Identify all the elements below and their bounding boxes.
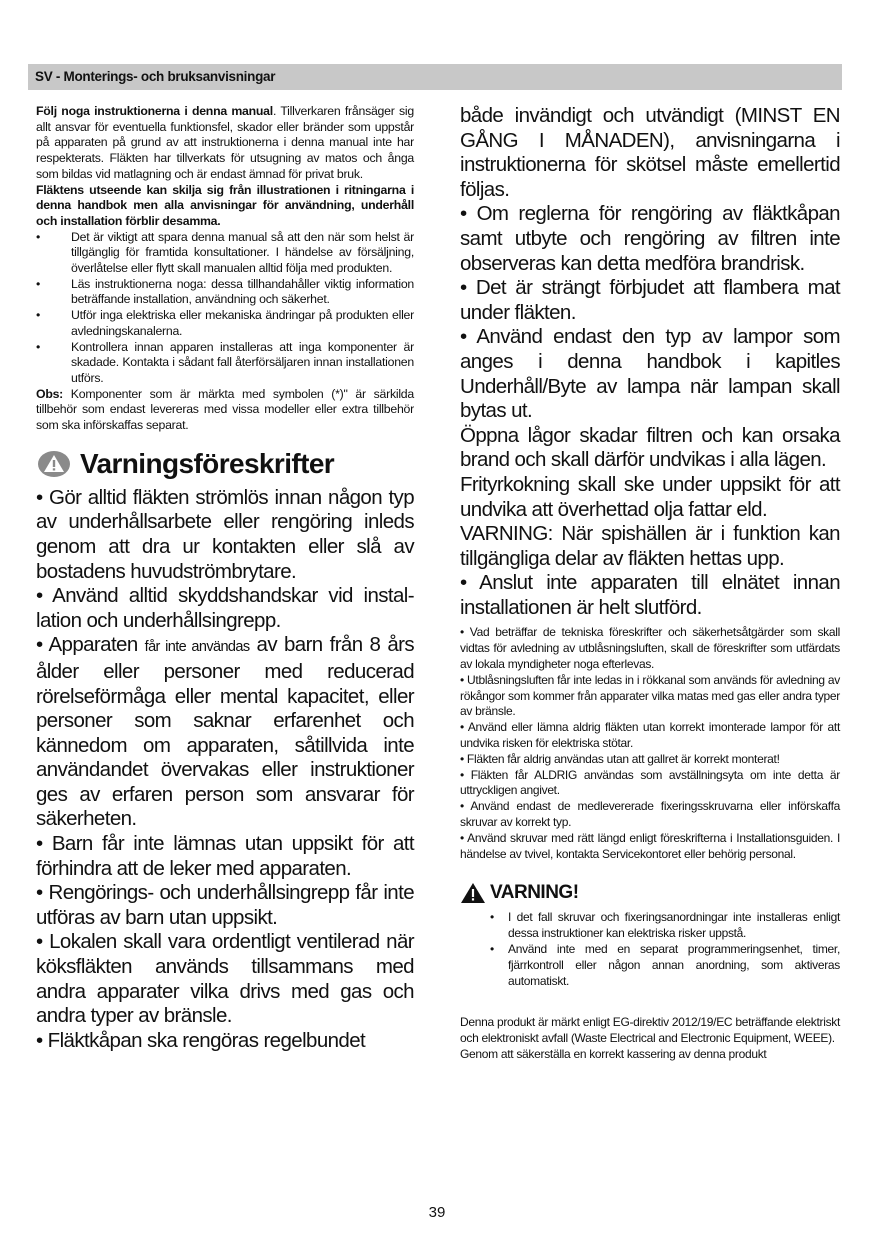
warning-paragraph: VARNING: När spishällen är i funktion kan tillgängliga delar av fläkten hettas upp. bbox=[460, 522, 840, 570]
section-header-title: SV - Monterings- och bruksanvisningar bbox=[35, 69, 276, 84]
obs-label: Obs: bbox=[36, 386, 64, 401]
warning-paragraph: • Apparaten får inte användas av barn från 8 års ålder eller personer med reducerad rörelseförmåga eller mental kapacitet, eller personer som saknar erfarenhet och kännedom om apparaten, såtillvida inte användandet övervakas eller instruktioner ges av erfaren person som ansvarar för säkerheten. bbox=[36, 633, 415, 831]
weee-paragraph: Denna produkt är märkt enligt EG-direktiv 2012/19/EC beträffande elektriskt och elektroniskt avfall (Waste Electrical and Electronic Equipment, WEEE). bbox=[460, 1015, 840, 1046]
page-number: 39 bbox=[428, 1204, 446, 1221]
varning-bullet-list bbox=[460, 910, 840, 989]
left-column bbox=[36, 104, 414, 1053]
warning-paragraph: Öppna lågor skadar filtren och kan orsaka brand och skall därför undvikas i alla lägen. bbox=[460, 423, 840, 472]
regulation-paragraph: • Fläkten får aldrig användas utan att gallret är korrekt monterat! bbox=[460, 751, 780, 766]
varning-heading bbox=[460, 880, 840, 906]
right-column bbox=[460, 104, 840, 1063]
regulation-paragraph: • Utblåsningsluften får inte ledas in i rökkanal som används för avledning av rökångor som kommer från apparater vilka matas med gas eller andra typer av bränsle. bbox=[460, 672, 840, 719]
warning-paragraph: • Anslut inte apparaten till elnätet innan installationen är helt slutförd. bbox=[460, 571, 840, 619]
regulation-paragraph: • Använd eller lämna aldrig fläkten utan korrekt imonterade lampor för att undvika risken för elektriska stötar. bbox=[460, 720, 840, 751]
intro-bold: Följ noga instruktionerna i denna manual bbox=[36, 104, 273, 118]
weee-paragraph: Genom att säkerställa en korrekt kassering av denna produkt bbox=[460, 1047, 767, 1061]
warning-paragraph: • Barn får inte lämnas utan uppsikt för att förhindra att de leker med apparaten. bbox=[36, 832, 414, 880]
warnings-title: Varningsföreskrifter bbox=[80, 447, 335, 479]
list-item: • Utför inga elektriska eller mekaniska ändringar på produkten eller avledningskanalerna. bbox=[36, 308, 414, 338]
intro-bullet-list bbox=[36, 230, 414, 387]
warnings-heading bbox=[36, 446, 414, 484]
varning-title: VARNING! bbox=[490, 882, 579, 904]
regulation-paragraph: • Använd endast de medlevererade fixeringsskruvarna eller införskaffa skruvar av korrekt typ. bbox=[460, 799, 840, 830]
warning-paragraph: • Lokalen skall vara ordentligt ventilerad när köksfläkten används tillsammans med andra apparater vilka drivs med gas och andra typer av bränsle. bbox=[36, 930, 414, 1028]
warning-paragraph: Frityrkokning skall ske under uppsikt för att undvika att överhettad olja fattar eld. bbox=[460, 472, 840, 521]
warning-triangle-icon bbox=[460, 882, 486, 909]
list-item: • I det fall skruvar och fixeringsanordningar inte installeras enligt dessa instruktioner kan elektriska risker uppstå. bbox=[490, 910, 840, 941]
warning-paragraph: • Rengörings- och underhållsingrepp får inte utföras av barn utan uppsikt. bbox=[36, 881, 414, 929]
obs-note: Obs: Komponenter som är märkta med symbolen (*)" är särkilda tillbehör som endast levereras med vissa modeller eller extra tillbehör som ska införskaffas separat. bbox=[36, 386, 414, 433]
list-item: • Läs instruktionerna noga: dessa tillhandahåller viktig information beträffande installation, användning och säkerhet. bbox=[36, 276, 414, 307]
list-item: • Använd inte med en separat programmeringsenhet, timer, fjärrkontroll eller någon annan anordning, som aktiveras automatiskt. bbox=[490, 942, 840, 988]
warning-paragraph: • Använd alltid skyddshandskar vid instal-lation och underhållsingrepp. bbox=[36, 584, 414, 632]
regulation-paragraph: • Fläkten får ALDRIG användas som avställningsyta om inte detta är uttryckligen angivet. bbox=[460, 767, 840, 798]
section-header bbox=[28, 64, 842, 90]
warning-paragraph: • Fläktkåpan ska rengöras regelbundet bbox=[36, 1028, 366, 1052]
intro-rest: . Tillverkaren frånsäger sig allt ansvar för eventuella funktionsfel, skador eller bränder som uppstår på apparaten på grund av att instruktionerna i denna manual inte har respekterats. Fläkten har tillverkats för utsugning av matos och ånga som bildas vid matlagning och är endast ämnad för privat bruk. bbox=[36, 104, 414, 181]
warning-paragraph: • Använd endast den typ av lampor som anges i denna handbok i kapitles Underhåll/Byte av lampa när lampan skall bytas ut. bbox=[460, 325, 840, 423]
list-item: • Kontrollera innan apparen installeras att inga komponenter är skadade. Kontakta i sådant fall återförsäljaren innan installationen utförs. bbox=[36, 339, 414, 385]
warning-paragraph: • Om reglerna för rengöring av fläktkåpan samt utbyte och rengöring av filtren inte observeras kan detta medföra brandrisk. bbox=[460, 202, 840, 275]
regulation-paragraph: • Använd skruvar med rätt längd enligt föreskrifterna i Installationsguiden. I händelse av tvivel, kontakta Servicekontoret eller behörig personal. bbox=[460, 830, 840, 861]
exclamation-triangle-icon bbox=[38, 450, 70, 483]
appearance-notice: Fläktens utseende kan skilja sig från illustrationen i ritningarna i denna handbok men alla anvisningar för användning, underhåll och installation förblir desamma. bbox=[36, 182, 414, 228]
warning-paragraph: • Gör alltid fläkten strömlös innan någon typ av underhållsarbete eller rengöring inleds genom att dra ur kontakten eller slå av bostadens huvudströmbrytare. bbox=[36, 485, 414, 583]
list-item: • Det är viktigt att spara denna manual så att den när som helst är tillgänglig för framtida konsultationer. I händelse av försäljning, överlåtelse eller flytt skall manualen alltid följa med produkten. bbox=[36, 229, 414, 276]
warning-paragraph: • Det är strängt förbjudet att flambera mat under fläkten. bbox=[460, 276, 840, 324]
regulation-paragraph: • Vad beträffar de tekniska föreskrifter och säkerhetsåtgärder som skall vidtas för avledning av utblåsningsluften, skall de föreskrifter som utfärdats av lokala myndigheter noga efterlevas. bbox=[460, 625, 840, 672]
warning-paragraph: både invändigt och utvändigt (MINST EN GÅNG I MÅNADEN), anvisningarna i instruktionerna för skötsel måste emellertid följas. bbox=[460, 104, 840, 201]
intro-paragraph bbox=[36, 104, 414, 183]
